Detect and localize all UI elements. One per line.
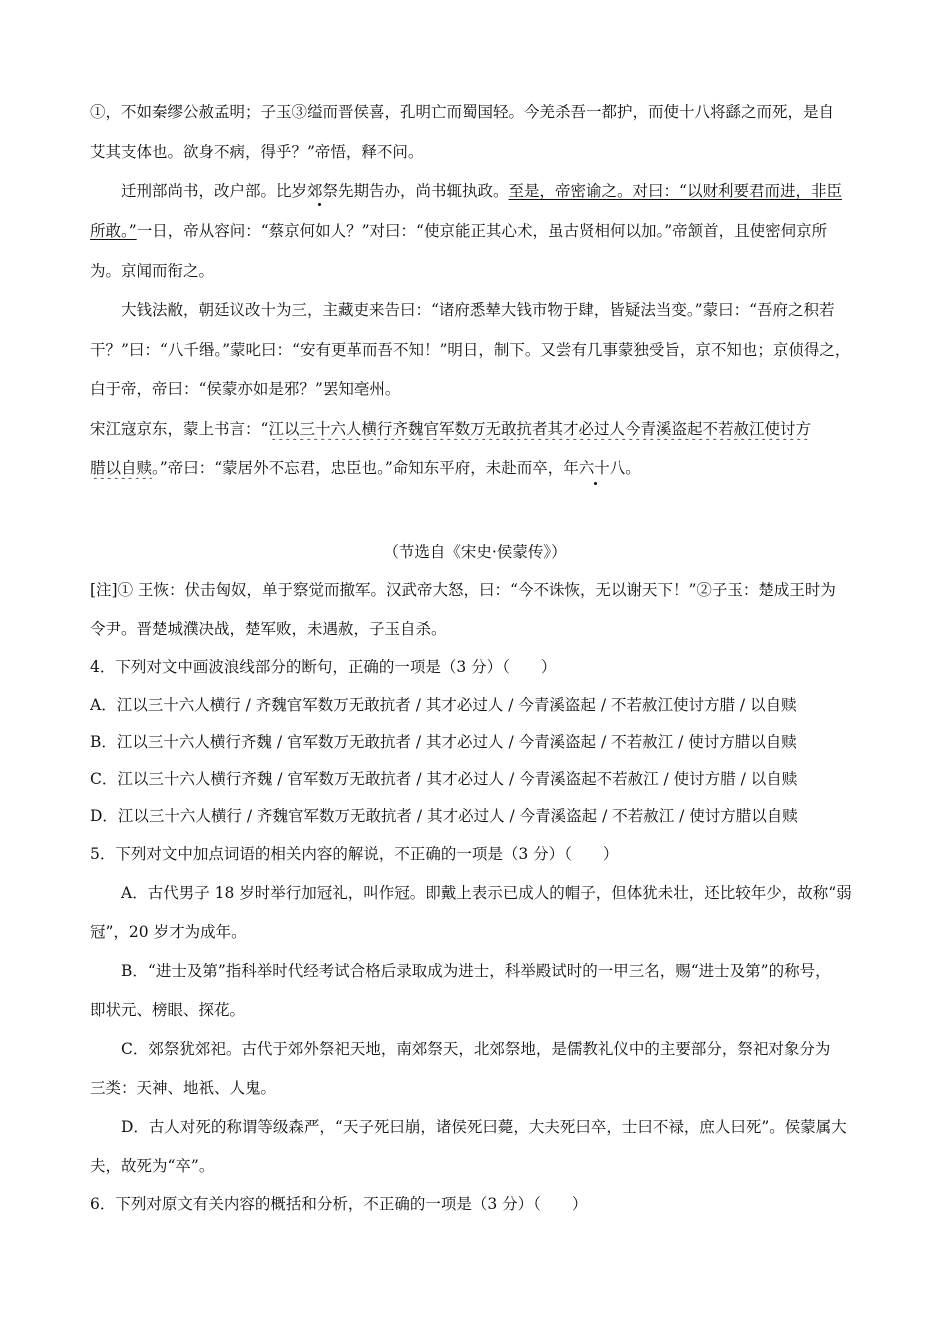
emphasis-dot (318, 203, 321, 206)
question-5-option-b: B．“进士及第”指科举时代经考试合格后录取成为进士，科举殿试时的一甲三名，赐“进士及第”的称号， (121, 962, 831, 980)
question-6-stem: 6．下列对原文有关内容的概括和分析，不正确的一项是（3 分）（ ） (90, 1195, 588, 1213)
question-5-option-d: D．古人对死的称谓等级森严，“天子死曰崩，诸侯死曰薨，大夫死曰卒，士曰不禄，庶人曰死”。侯蒙属大 (121, 1118, 847, 1136)
passage-line (90, 220, 862, 242)
source-citation: （节选自《宋史·侯蒙传》） (383, 543, 567, 561)
wavy-underlined-sentence: 腊以自赎 (90, 459, 153, 477)
passage-line (121, 180, 862, 202)
question-4-option-a: A．江以三十六人横行 / 齐魏官军数万无敢抗者 / 其才必过人 / 今青溪盗起 / 不若赦江使讨方腊 / 以自赎 (90, 696, 797, 714)
passage-line: 艾其支体也。欲身不病，得乎？”帝悟，释不问。 (90, 143, 424, 161)
question-5-option-b-cont: 即状元、榜眼、探花。 (90, 1001, 246, 1019)
passage-line: 大钱法敝，朝廷议改十为三，主藏吏来告曰：“诸府悉辇大钱市物于肆，皆疑法当变。”蒙曰：“吾府之积若 (121, 301, 835, 319)
emphasis-dot (594, 482, 597, 485)
question-4-option-d: D．江以三十六人横行 / 齐魏官军数万无敢抗者 / 其才必过人 / 今青溪盗起 / 不若赦江 / 使讨方腊以自赎 (90, 807, 798, 825)
wavy-underlined-sentence: 江以三十六人横行齐魏官军数万无敢抗者其才必过人今青溪盗起不若赦江使讨方 (268, 420, 811, 438)
question-5-stem: 5．下列对文中加点词语的相关内容的解说，不正确的一项是（3 分）（ ） (90, 845, 619, 863)
passage-text: 宋江寇京东，蒙上书言：“ (90, 420, 269, 438)
question-5-option-d-cont: 夫，故死为“卒”。 (90, 1157, 215, 1175)
passage-line: ①，不如秦缪公赦孟明；子玉③缢而晋侯喜，孔明亡而蜀国轻。今羌杀吾一都护，而使十八将繇之而死，是自 (90, 103, 835, 121)
passage-text: 迁刑部尚书，改户部。比岁郊祭先期告办，尚书辄执政。 (121, 182, 509, 200)
passage-line: 干？”曰：“八千缗。”蒙叱曰：“安有更革而吾不知！”明日，制下。又尝有几事蒙独受旨，京不知也；京侦得之， (90, 341, 851, 359)
question-4-option-b: B．江以三十六人横行齐魏 / 官军数万无敢抗者 / 其才必过人 / 今青溪盗起 / 不若赦江 / 使讨方腊以自赎 (90, 733, 797, 751)
passage-text: 一日，帝从容问：“蔡京何如人？”对曰：“使京能正其心术，虽古贤相何以加。”帝颔首，且使密伺京所 (136, 222, 828, 240)
question-4-stem: 4．下列对文中画波浪线部分的断句，正确的一项是（3 分）（ ） (90, 658, 557, 676)
underlined-translation-sentence: 至是，帝密谕之。对曰：“以财利要君而进，非臣 (508, 182, 842, 200)
passage-line (90, 418, 862, 440)
passage-line: 白于帝，帝曰：“侯蒙亦如是邪？”罢知亳州。 (90, 380, 401, 398)
question-5-option-a-cont: 冠”，20 岁才为成年。 (90, 923, 247, 941)
question-5-option-c: C．郊祭犹郊祀。古代于郊外祭祀天地，南郊祭天，北郊祭地，是儒教礼仪中的主要部分，祭祀对象分为 (121, 1040, 831, 1058)
footnote-line: [注]① 王恢：伏击匈奴，单于察觉而撤军。汉武帝大怒，曰：“今不诛恢，无以谢天下！”②子玉：楚成王时为 (90, 581, 836, 599)
passage-text: 。”帝曰：“蒙居外不忘君，忠臣也。”命知东平府，未赴而卒，年六十八。 (152, 459, 641, 477)
passage-line: 为。京闻而衔之。 (90, 262, 215, 280)
question-5-option-c-cont: 三类：天神、地祇、人鬼。 (90, 1079, 277, 1097)
question-4-option-c: C．江以三十六人横行齐魏 / 官军数万无敢抗者 / 其才必过人 / 今青溪盗起不若赦江 / 使讨方腊 / 以自赎 (90, 770, 798, 788)
question-5-option-a: A．古代男子 18 岁时举行加冠礼，叫作冠。即戴上表示已成人的帽子，但体犹未壮，还比较年少，故称“弱 (121, 884, 852, 902)
underlined-translation-sentence: 所敢。” (90, 222, 137, 240)
passage-line (90, 457, 862, 479)
footnote-line: 令尹。晋楚城濮决战，楚军败，未遇赦，子玉自杀。 (90, 620, 447, 638)
